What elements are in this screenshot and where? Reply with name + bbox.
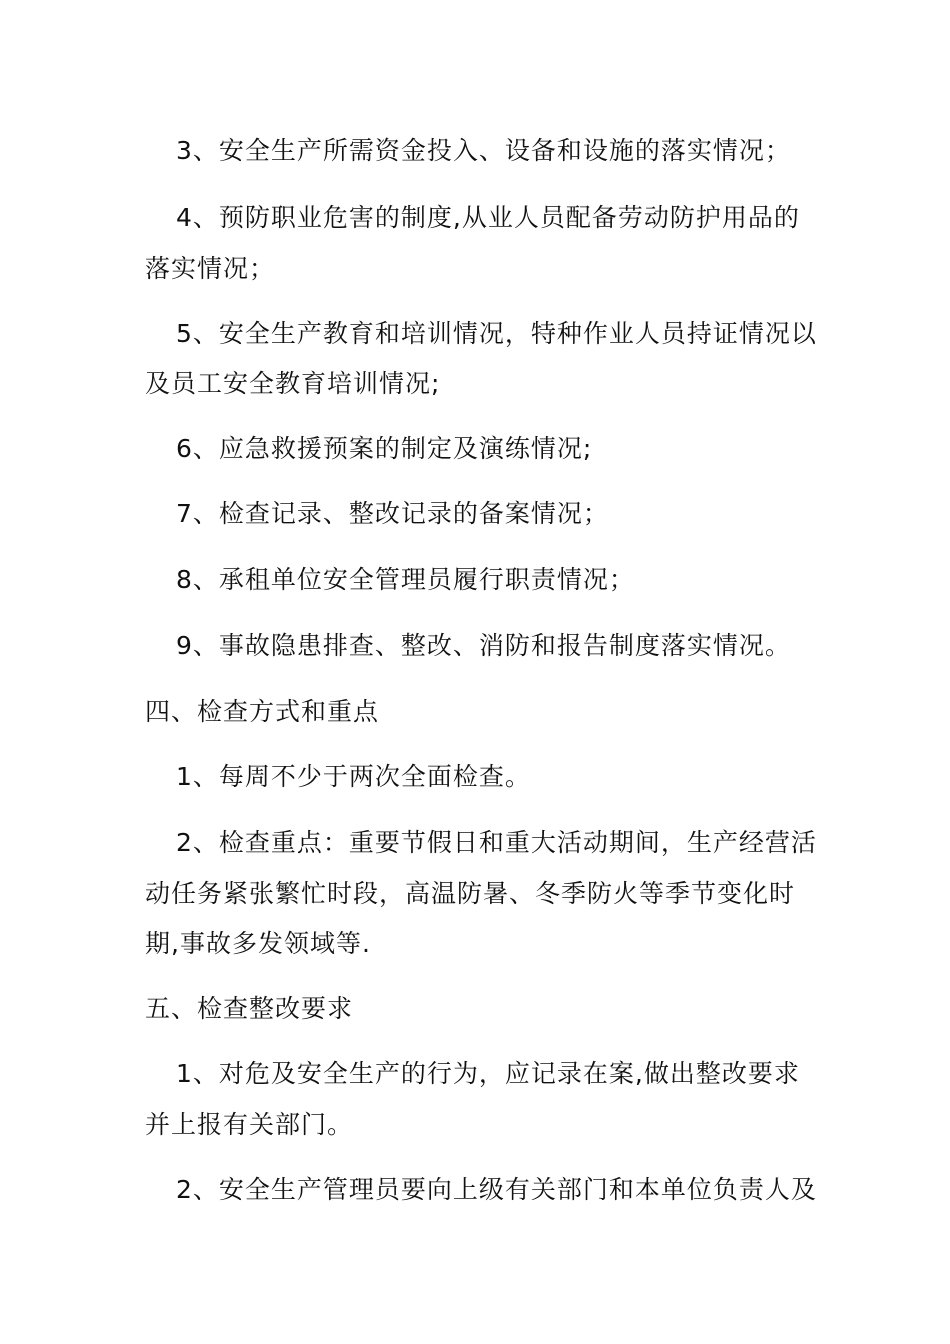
list-item-7: 7、检查记录、整改记录的备案情况；: [176, 499, 609, 528]
section-heading-4: 四、检查方式和重点: [145, 697, 380, 726]
section-5-item-1-continuation: 并上报有关部门。: [145, 1110, 354, 1139]
section-heading-5: 五、检查整改要求: [145, 994, 354, 1023]
list-item-9: 9、事故隐患排查、整改、消防和报告制度落实情况。: [176, 631, 791, 660]
list-item-3: 3、安全生产所需资金投入、设备和设施的落实情况；: [176, 136, 791, 165]
section-4-item-2: 2、检查重点：重要节假日和重大活动期间，生产经营活: [176, 828, 817, 857]
section-4-item-1: 1、每周不少于两次全面检查。: [176, 762, 531, 791]
section-4-item-2-continuation: 动任务紧张繁忙时段，高温防暑、冬季防火等季节变化时: [145, 879, 796, 908]
section-5-item-2: 2、安全生产管理员要向上级有关部门和本单位负责人及: [176, 1175, 817, 1204]
list-item-5-continuation: 及员工安全教育培训情况;: [145, 369, 441, 398]
list-item-4-continuation: 落实情况；: [145, 254, 276, 283]
list-item-4: 4、预防职业危害的制度,从业人员配备劳动防护用品的: [176, 203, 800, 232]
section-4-item-2-continuation-2: 期,事故多发领域等.: [145, 929, 371, 958]
section-5-item-1: 1、对危及安全生产的行为，应记录在案,做出整改要求: [176, 1059, 800, 1088]
list-item-5: 5、安全生产教育和培训情况，特种作业人员持证情况以: [176, 319, 817, 348]
list-item-8: 8、承租单位安全管理员履行职责情况；: [176, 565, 635, 594]
list-item-6: 6、应急救援预案的制定及演练情况;: [176, 434, 593, 463]
